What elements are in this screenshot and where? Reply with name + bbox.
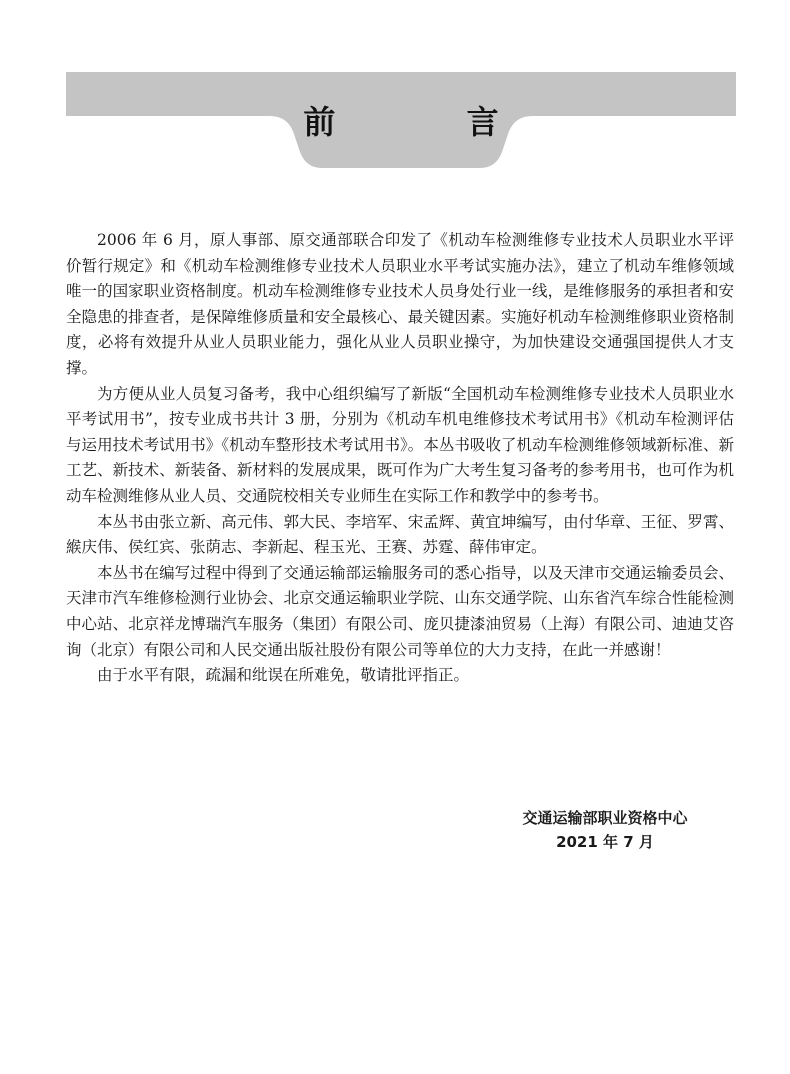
paragraph: 2006 年 6 月，原人事部、原交通部联合印发了《机动车检测维修专业技术人员职业水平评价暂行规定》和《机动车检测维修专业技术人员职业水平考试实施办法》，建立了机动车维修领域唯一的国家职业资格制度。机动车检测维修专业技术人员身处行业一线，是维修服务的承担者和安全隐患的排查者，是保障维修质量和安全最核心、最关键因素。实施好机动车检测维修职业资格制度，必将有效提升从业人员职业能力，强化从业人员职业操守，为加快建设交通强国提供人才支撑。 [66,231,734,377]
paragraph: 由于水平有限，疏漏和纰误在所难免，敬请批评指正。 [97,666,470,685]
signature-block [480,806,730,854]
paragraph: 为方便从业人员复习备考，我中心组织编写了新版“全国机动车检测维修专业技术人员职业水平考试用书”，按专业成书共计 3 册，分别为《机动车机电维修技术考试用书》《机动车检测评估与运用技术考试用书》《机动车整形技术考试用书》。本丛书吸收了机动车检测维修领域新标准、新工艺、新技术、新装备、新材料的发展成果，既可作为广大考生复习备考的参考用书，也可作为机动车检测维修从业人员、交通院校相关专业师生在实际工作和教学中的参考书。 [66,384,734,505]
page-title: 前 言 [303,103,559,141]
paragraph: 本丛书在编写过程中得到了交通运输部运输服务司的悉心指导，以及天津市交通运输委员会、天津市汽车维修检测行业协会、北京交通运输职业学院、山东交通学院、山东省汽车综合性能检测中心站、北京祥龙博瑞汽车服务（集团）有限公司、庞贝捷漆油贸易（上海）有限公司、迪迪艾咨询（北京）有限公司和人民交通出版社股份有限公司等单位的大力支持，在此一并感谢！ [66,563,734,659]
preface-body [66,228,734,689]
signature-organization: 交通运输部职业资格中心 [522,809,688,827]
paragraph: 本丛书由张立新、高元伟、郭大民、李培军、宋孟辉、黄宜坤编写，由付华章、王征、罗霄、緱庆伟、侯红宾、张荫志、李新起、程玉光、王赛、苏霆、薛伟审定。 [66,512,734,557]
heading-banner [66,72,736,168]
signature-date: 2021 年 7 月 [556,833,654,851]
